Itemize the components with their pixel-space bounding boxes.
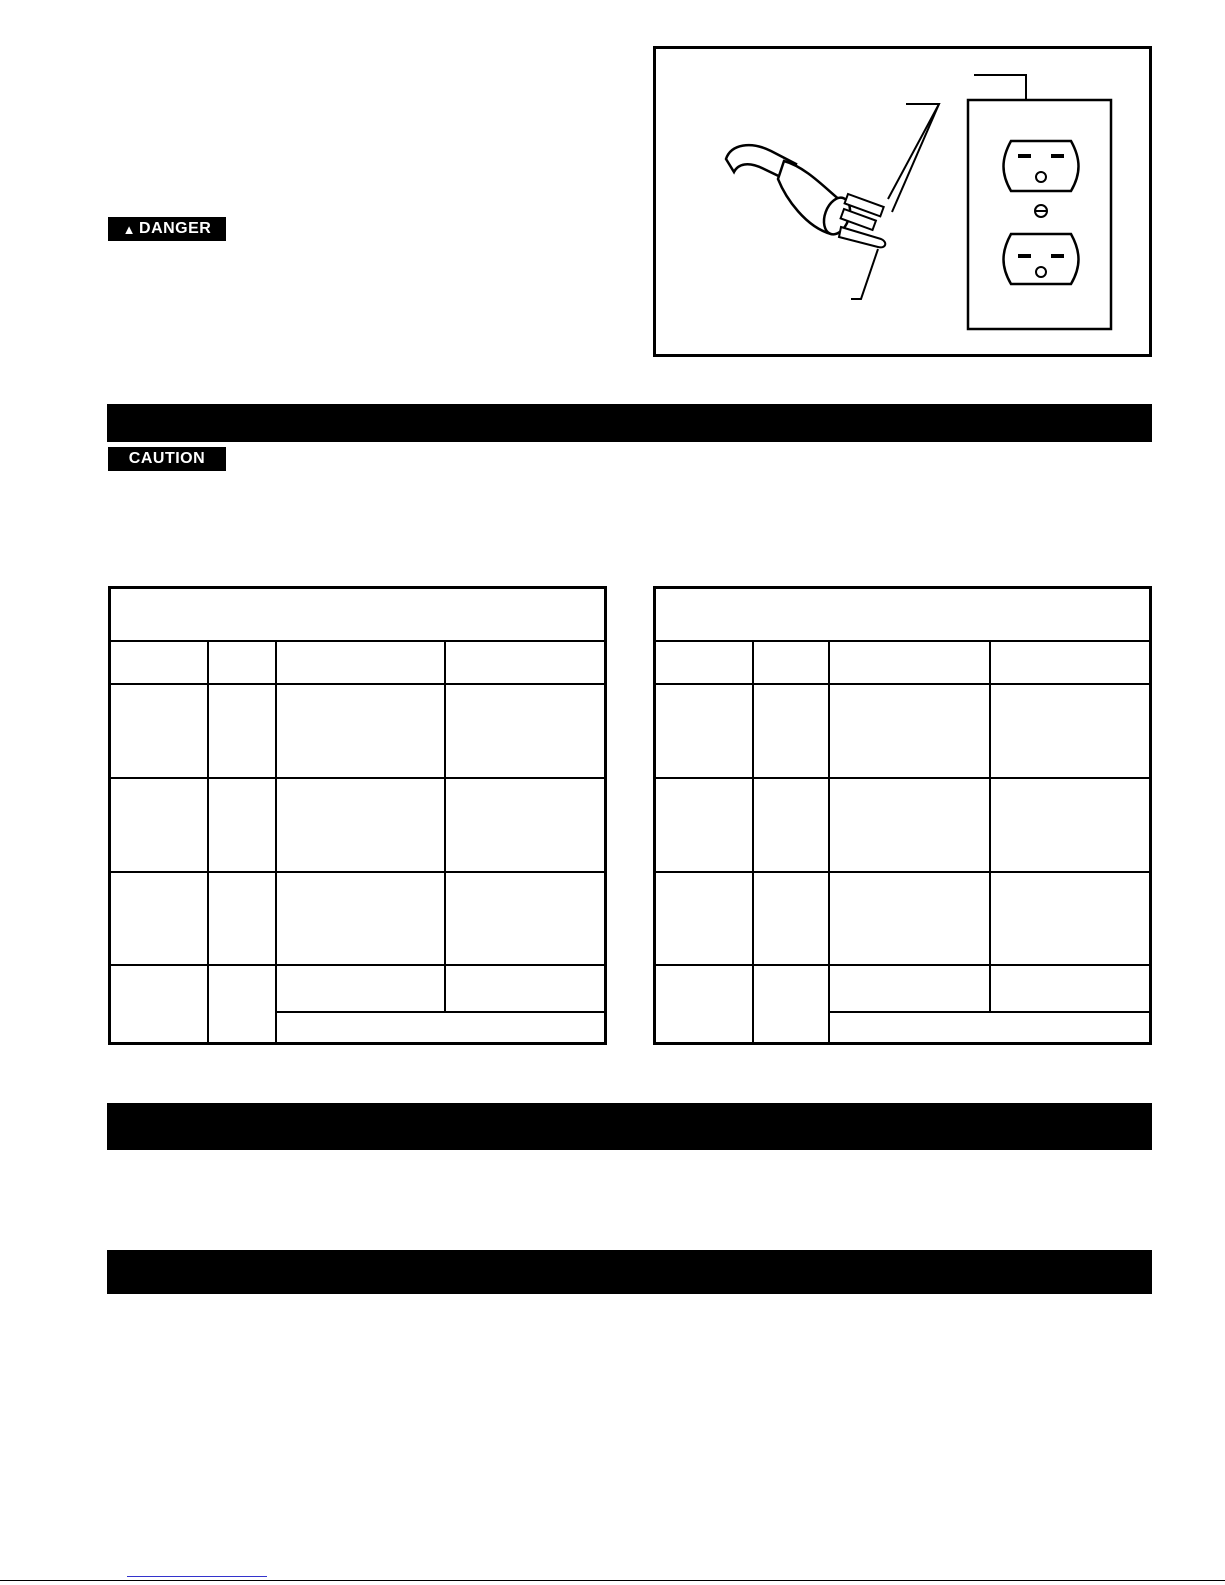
grounding-leader: [851, 249, 878, 299]
table-cell: [110, 965, 208, 1043]
section-header-bar-1: [107, 404, 1152, 442]
table-cell: [276, 684, 445, 778]
section-header-bar-3: [107, 1250, 1152, 1294]
table-title-cell: [655, 588, 1150, 641]
table-cell: [110, 684, 208, 778]
table-cell: [655, 778, 753, 871]
caution-badge: [108, 447, 226, 471]
extension-cord-table-left-grid: [109, 587, 606, 1044]
table-cell: [445, 684, 605, 778]
table-cell: [990, 684, 1150, 778]
table-cell: [655, 965, 753, 1043]
table-cell: [990, 778, 1150, 871]
table-cell: [829, 965, 990, 1012]
table-header-cell: [445, 641, 605, 684]
table-cell: [110, 778, 208, 871]
danger-badge: [108, 217, 226, 241]
footer-link-underline[interactable]: [127, 1576, 267, 1577]
table-cell: [276, 778, 445, 871]
table-cell: [445, 965, 605, 1012]
table-cell: [276, 965, 445, 1012]
table-cell: [753, 778, 829, 871]
table-header-cell: [276, 641, 445, 684]
table-cell: [208, 778, 276, 871]
table-header-cell: [208, 641, 276, 684]
table-cell: [445, 778, 605, 871]
table-cell: [276, 1012, 605, 1043]
table-cell: [829, 1012, 1150, 1043]
danger-label: DANGER: [139, 220, 212, 237]
table-cell: [829, 872, 990, 965]
table-cell: [208, 872, 276, 965]
extension-cord-table-right-grid: [654, 587, 1151, 1044]
table-cell: [753, 872, 829, 965]
grounding-prong: [839, 227, 885, 247]
table-cell: [208, 965, 276, 1043]
prongs-leader: [888, 104, 939, 199]
table-cell: [276, 872, 445, 965]
table-cell: [990, 965, 1150, 1012]
table-header-cell: [753, 641, 829, 684]
table-cell: [655, 684, 753, 778]
table-header-cell: [655, 641, 753, 684]
outlet-upper: [1004, 141, 1079, 191]
table-header-cell: [990, 641, 1150, 684]
plug-receptacle-figure: [653, 46, 1152, 357]
table-cell: [753, 965, 829, 1043]
table-title-cell: [110, 588, 605, 641]
page-bottom-rule: [0, 1580, 1225, 1581]
table-cell: [655, 872, 753, 965]
table-cell: [208, 684, 276, 778]
receptacle-leader: [974, 75, 1026, 99]
warning-triangle-icon: ▲: [122, 221, 137, 237]
table-cell: [110, 872, 208, 965]
table-header-cell: [829, 641, 990, 684]
caution-label: CAUTION: [128, 450, 206, 467]
table-cell: [829, 778, 990, 871]
table-cell: [753, 684, 829, 778]
plug-receptacle-illustration: [656, 49, 1149, 354]
table-cell: [990, 872, 1150, 965]
table-header-cell: [110, 641, 208, 684]
table-cell: [445, 872, 605, 965]
section-header-bar-2: [107, 1103, 1152, 1150]
table-cell: [829, 684, 990, 778]
